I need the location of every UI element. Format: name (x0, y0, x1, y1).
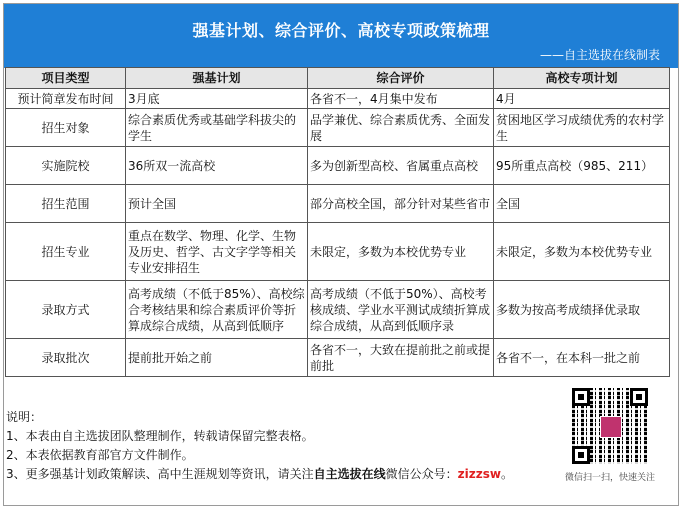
row-label: 录取方式 (6, 281, 126, 339)
note-line (6, 465, 546, 484)
table-header-row (6, 68, 670, 89)
table-row (6, 109, 670, 147)
table-cell: 多数为按高考成绩择优录取 (494, 281, 670, 339)
table-cell: 品学兼优、综合素质优秀、全面发展 (308, 109, 494, 147)
table-row (6, 89, 670, 109)
column-header: 高校专项计划 (494, 68, 670, 89)
column-header: 强基计划 (126, 68, 308, 89)
qr-block (560, 388, 660, 483)
qr-finder-mark (630, 388, 648, 406)
table-cell: 高考成绩（不低于85%）、高校综合考核结果和综合素质评价等折算成综合成绩，从高到低顺序 (126, 281, 308, 339)
table-cell: 未限定，多数为本校优势专业 (494, 223, 670, 281)
table-row (6, 223, 670, 281)
table-cell: 多为创新型高校、省属重点高校 (308, 147, 494, 185)
note-text: 3、更多强基计划政策解读、高中生涯规划等资讯，请关注 (6, 467, 314, 481)
table-cell: 未限定，多数为本校优势专业 (308, 223, 494, 281)
row-label: 录取批次 (6, 339, 126, 377)
row-label: 招生范围 (6, 185, 126, 223)
table-cell: 综合素质优秀或基础学科拔尖的学生 (126, 109, 308, 147)
row-label: 招生对象 (6, 109, 126, 147)
table-cell: 4月 (494, 89, 670, 109)
qr-caption: 微信扫一扫，快速关注 (564, 473, 655, 483)
title-banner (4, 4, 678, 68)
note-text: 。 (500, 467, 513, 481)
table-cell: 各省不一，4月集中发布 (308, 89, 494, 109)
page-subtitle: ——自主选拔在线制表 (539, 48, 660, 62)
table-cell: 贫困地区学习成绩优秀的农村学生 (494, 109, 670, 147)
table-cell: 预计全国 (126, 185, 308, 223)
table-cell: 重点在数学、物理、化学、生物及历史、哲学、古文字学等相关专业安排招生 (126, 223, 308, 281)
page-title: 强基计划、综合评价、高校专项政策梳理 (192, 21, 490, 40)
account-id: zizzsw (457, 467, 501, 481)
table-row (6, 281, 670, 339)
table-cell: 各省不一，在本科一批之前 (494, 339, 670, 377)
column-header: 综合评价 (308, 68, 494, 89)
table-row (6, 185, 670, 223)
table-cell: 3月底 (126, 89, 308, 109)
qr-finder-mark (572, 388, 590, 406)
qr-logo-icon (600, 416, 622, 438)
row-label: 招生专业 (6, 223, 126, 281)
table-cell: 36所双一流高校 (126, 147, 308, 185)
row-label: 预计简章发布时间 (6, 89, 126, 109)
qr-code-icon[interactable] (572, 388, 648, 464)
table-row (6, 339, 670, 377)
notes-heading: 说明： (6, 410, 43, 424)
table-cell: 95所重点高校（985、211） (494, 147, 670, 185)
note-line: 1、本表由自主选拔团队整理制作，转载请保留完整表格。 (6, 429, 314, 443)
table-row (6, 147, 670, 185)
policy-table (5, 67, 670, 377)
note-text: 微信公众号： (385, 467, 458, 481)
notes-section (6, 408, 546, 484)
qr-finder-mark (572, 446, 590, 464)
column-header: 项目类型 (6, 68, 126, 89)
table-cell: 全国 (494, 185, 670, 223)
table-cell: 各省不一，大致在提前批之前或提前批 (308, 339, 494, 377)
table-cell: 部分高校全国，部分针对某些省市 (308, 185, 494, 223)
table-cell: 高考成绩（不低于50%）、高校考核成绩、学业水平测试成绩折算成综合成绩，从高到低顺序录 (308, 281, 494, 339)
account-name: 自主选拔在线 (313, 467, 386, 481)
row-label: 实施院校 (6, 147, 126, 185)
note-line: 2、本表依据教育部官方文件制作。 (6, 448, 194, 462)
table-cell: 提前批开始之前 (126, 339, 308, 377)
